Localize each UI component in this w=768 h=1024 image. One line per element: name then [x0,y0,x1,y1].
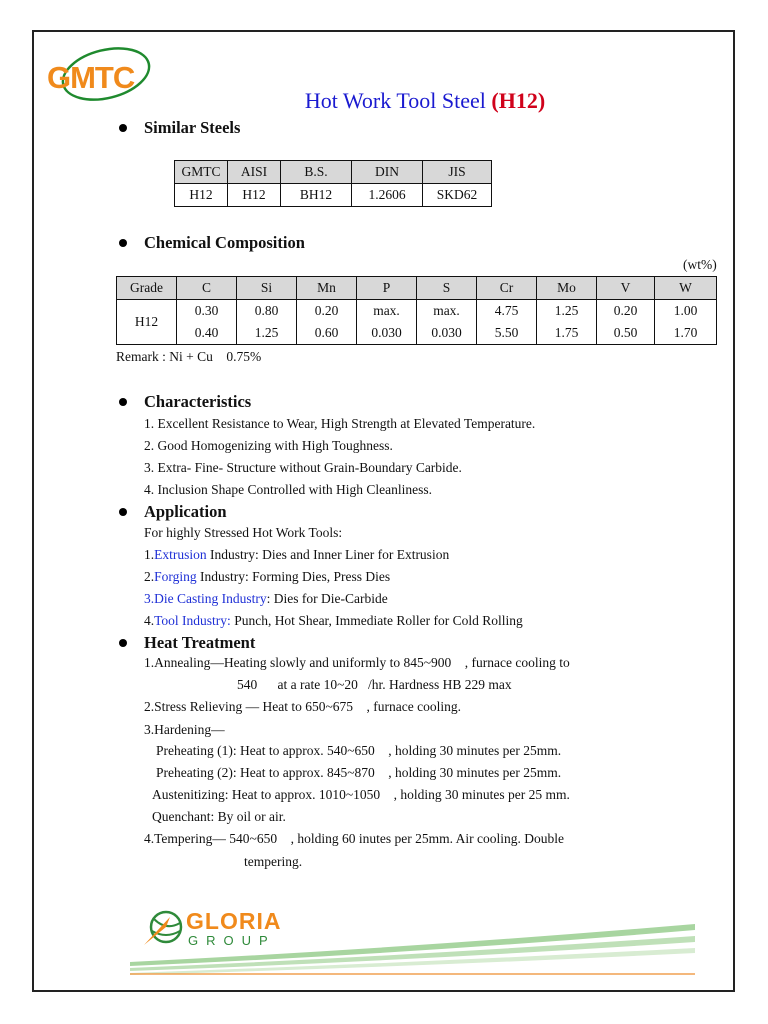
table-cell: 1.70 [655,322,717,345]
application-item [144,547,449,563]
application-item [144,591,388,607]
characteristic-item: 4. Inclusion Shape Controlled with High Cleanliness. [144,482,432,497]
remark-text: Remark : Ni + Cu 0.75% [116,349,262,364]
bullet-icon [119,398,127,406]
bullet-icon [119,639,127,647]
heat-treatment-line: 3.Hardening— [144,722,225,737]
logo-text: GMTC [47,60,135,95]
section-heading-similar-steels: Similar Steels [144,118,241,137]
characteristic-item: 3. Extra- Fine- Structure without Grain-Boundary Carbide. [144,460,462,475]
section-heading-chemical-composition: Chemical Composition [144,233,305,252]
section-heading-heat-treatment: Heat Treatment [144,633,256,652]
heat-treatment-line: 4.Tempering— 540~650 , holding 60 inutes per 25mm. Air cooling. Double [144,831,564,846]
industry-link[interactable]: Forging [154,569,197,584]
table-cell: 1.25 [537,300,597,323]
table-cell: BH12 [281,184,352,207]
heat-treatment-line: Preheating (1): Heat to approx. 540~650 , holding 30 minutes per 25mm. [156,743,562,758]
item-text: : Dies for Die-Carbide [266,591,388,606]
table-header-cell: Grade [117,277,177,300]
heat-treatment-line: Austenitizing: Heat to approx. 1010~1050 , holding 30 minutes per 25 mm. [152,787,570,802]
page-title [0,88,768,114]
heat-treatment-line: tempering. [244,854,303,869]
table-row [117,300,717,323]
table-cell: SKD62 [423,184,492,207]
table-cell: 1.00 [655,300,717,323]
table-header-cell: Mo [537,277,597,300]
gloria-logo-text: GLORIA [186,908,282,934]
table-header-cell: W [655,277,717,300]
table-cell: 0.50 [597,322,655,345]
table-header-cell: AISI [228,161,281,184]
table-cell: 1.25 [237,322,297,345]
title-code: H12 [498,88,538,113]
bullet-icon [119,124,127,132]
item-text: Punch, Hot Shear, Immediate Roller for Cold Rolling [230,613,523,628]
table-header-row [117,277,717,300]
chemical-composition-table [116,276,717,345]
section-heading-application: Application [144,502,227,521]
item-number: 1. [144,547,155,562]
table-row [175,184,492,207]
unit-label: (wt%) [683,257,717,272]
table-header-cell: DIN [352,161,423,184]
heat-treatment-line: 540 at a rate 10~20 /hr. Hardness HB 229 max [237,677,512,692]
item-text: Industry: Forming Dies, Press Dies [196,569,391,584]
table-header-cell: Mn [297,277,357,300]
table-header-cell: P [357,277,417,300]
table-header-cell: JIS [423,161,492,184]
heat-treatment-line: 1.Annealing—Heating slowly and uniformly to 845~900 , furnace cooling to [144,655,570,670]
table-row [117,322,717,345]
application-item [144,569,390,585]
section-heading-characteristics: Characteristics [144,392,252,411]
grade-cell: H12 [117,300,177,345]
industry-link[interactable]: Tool Industry: [154,613,231,628]
application-intro: For highly Stressed Hot Work Tools: [144,525,343,540]
industry-link[interactable]: Extrusion [154,547,207,562]
bullet-icon [119,239,127,247]
title-close-paren: ) [537,88,546,113]
table-header-cell: S [417,277,477,300]
table-cell: 1.2606 [352,184,423,207]
application-item [144,613,523,629]
table-cell: H12 [175,184,228,207]
table-cell: 4.75 [477,300,537,323]
table-cell: 1.75 [537,322,597,345]
table-cell: 0.60 [297,322,357,345]
characteristic-item: 1. Excellent Resistance to Wear, High Strength at Elevated Temperature. [144,416,536,431]
table-cell: 0.20 [297,300,357,323]
characteristic-item: 2. Good Homogenizing with High Toughness. [144,438,393,453]
table-cell: max. [417,300,477,323]
heat-treatment-line: Quenchant: By oil or air. [152,809,286,824]
table-header-cell: GMTC [175,161,228,184]
industry-link[interactable]: 3.Die Casting Industry [144,591,267,606]
gloria-group-text: GROUP [188,933,276,948]
table-cell: 0.030 [417,322,477,345]
table-cell: 0.20 [597,300,655,323]
table-cell: 0.030 [357,322,417,345]
table-cell: 0.30 [177,300,237,323]
gloria-globe-icon [140,905,186,951]
table-cell: H12 [228,184,281,207]
bullet-icon [119,508,127,516]
table-header-cell: C [177,277,237,300]
item-number: 4. [144,613,155,628]
table-header-row [175,161,492,184]
similar-steels-table [174,160,492,207]
item-number: 2. [144,569,155,584]
heat-treatment-line: Preheating (2): Heat to approx. 845~870 , holding 30 minutes per 25mm. [156,765,562,780]
title-prefix: Hot Work Tool Steel [304,88,492,113]
item-text: Industry: Dies and Inner Liner for Extrusion [206,547,450,562]
table-cell: max. [357,300,417,323]
table-header-cell: V [597,277,655,300]
table-header-cell: Cr [477,277,537,300]
table-cell: 0.80 [237,300,297,323]
table-cell: 0.40 [177,322,237,345]
table-header-cell: B.S. [281,161,352,184]
table-header-cell: Si [237,277,297,300]
table-cell: 5.50 [477,322,537,345]
title-open-paren: ( [491,88,499,113]
heat-treatment-line: 2.Stress Relieving — Heat to 650~675 , furnace cooling. [144,699,461,714]
